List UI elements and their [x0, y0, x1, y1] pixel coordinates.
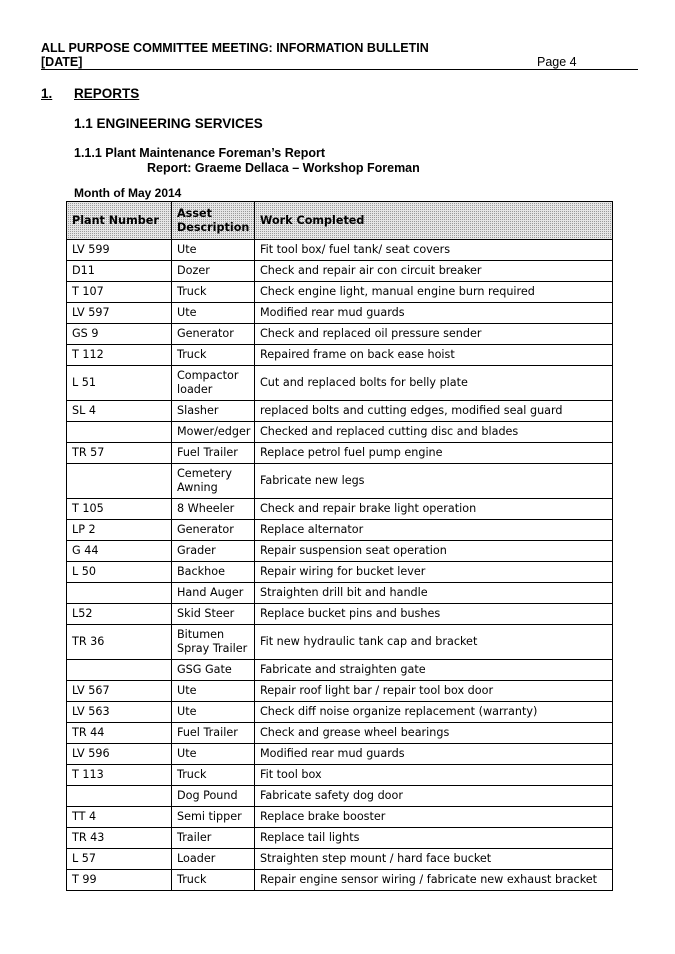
asset-description-cell: Grader — [172, 541, 255, 562]
asset-description-cell: Generator — [172, 324, 255, 345]
plant-number-cell — [67, 786, 172, 807]
work-completed-cell: Check engine light, manual engine burn required — [255, 282, 613, 303]
table-row — [67, 660, 613, 681]
work-completed-cell: Fit tool box/ fuel tank/ seat covers — [255, 240, 613, 261]
asset-description-cell: Trailer — [172, 828, 255, 849]
table-row — [67, 702, 613, 723]
plant-number-cell: L 51 — [67, 366, 172, 401]
work-completed-cell: Modified rear mud guards — [255, 744, 613, 765]
bulletin-date: [DATE] — [41, 55, 83, 69]
plant-number-cell — [67, 464, 172, 499]
table-row — [67, 870, 613, 891]
bulletin-title: ALL PURPOSE COMMITTEE MEETING: INFORMATION BULLETIN — [41, 41, 429, 55]
work-completed-cell: Replace alternator — [255, 520, 613, 541]
plant-number-cell — [67, 583, 172, 604]
plant-number-cell: T 99 — [67, 870, 172, 891]
work-completed-cell: Cut and replaced bolts for belly plate — [255, 366, 613, 401]
plant-number-cell: TR 44 — [67, 723, 172, 744]
plant-number-cell: D11 — [67, 261, 172, 282]
plant-number-cell: T 113 — [67, 765, 172, 786]
plant-number-cell: G 44 — [67, 541, 172, 562]
work-completed-cell: Replace brake booster — [255, 807, 613, 828]
table-row — [67, 401, 613, 422]
work-completed-cell: Repair engine sensor wiring / fabricate new exhaust bracket — [255, 870, 613, 891]
plant-number-cell: SL 4 — [67, 401, 172, 422]
asset-description-cell: Slasher — [172, 401, 255, 422]
plant-number-cell: TR 36 — [67, 625, 172, 660]
plant-number-cell: LP 2 — [67, 520, 172, 541]
work-completed-cell: Fabricate new legs — [255, 464, 613, 499]
plant-number-cell: LV 597 — [67, 303, 172, 324]
section-title: REPORTS — [74, 86, 140, 101]
work-completed-table — [66, 201, 613, 891]
table-row — [67, 562, 613, 583]
work-completed-cell: Fit new hydraulic tank cap and bracket — [255, 625, 613, 660]
plant-number-cell: L 57 — [67, 849, 172, 870]
asset-description-cell: Ute — [172, 681, 255, 702]
plant-number-cell: TR 43 — [67, 828, 172, 849]
table-row — [67, 443, 613, 464]
asset-description-cell: Cemetery Awning — [172, 464, 255, 499]
plant-number-cell: L 50 — [67, 562, 172, 583]
plant-number-cell — [67, 660, 172, 681]
asset-description-cell: Semi tipper — [172, 807, 255, 828]
plant-number-cell: T 112 — [67, 345, 172, 366]
plant-number-cell: LV 563 — [67, 702, 172, 723]
table-row — [67, 828, 613, 849]
work-completed-cell: Modified rear mud guards — [255, 303, 613, 324]
table-row — [67, 744, 613, 765]
plant-number-cell: LV 596 — [67, 744, 172, 765]
subsection-title: 1.1 ENGINEERING SERVICES — [74, 116, 263, 131]
work-completed-cell: Check diff noise organize replacement (warranty) — [255, 702, 613, 723]
asset-description-cell: Ute — [172, 303, 255, 324]
asset-description-cell: Truck — [172, 870, 255, 891]
asset-description-cell: Fuel Trailer — [172, 723, 255, 744]
plant-number-cell: LV 599 — [67, 240, 172, 261]
plant-number-cell: TR 57 — [67, 443, 172, 464]
header-asset-description: Asset Description — [172, 202, 255, 240]
report-month: Month of May 2014 — [74, 186, 182, 200]
asset-description-cell: Truck — [172, 282, 255, 303]
asset-description-cell: Ute — [172, 240, 255, 261]
asset-description-cell: Bitumen Spray Trailer — [172, 625, 255, 660]
work-completed-cell: Fabricate safety dog door — [255, 786, 613, 807]
asset-description-cell: Ute — [172, 702, 255, 723]
table-row — [67, 583, 613, 604]
asset-description-cell: Loader — [172, 849, 255, 870]
table-row — [67, 324, 613, 345]
header-divider — [41, 69, 638, 70]
table-row — [67, 681, 613, 702]
work-completed-cell: Repair wiring for bucket lever — [255, 562, 613, 583]
asset-description-cell: Compactor loader — [172, 366, 255, 401]
table-header-row — [67, 202, 613, 240]
header-work-completed: Work Completed — [255, 202, 613, 240]
asset-description-cell: 8 Wheeler — [172, 499, 255, 520]
asset-description-cell: Truck — [172, 345, 255, 366]
table-row — [67, 625, 613, 660]
asset-description-cell: Truck — [172, 765, 255, 786]
table-row — [67, 541, 613, 562]
table-row — [67, 807, 613, 828]
asset-description-cell: Skid Steer — [172, 604, 255, 625]
work-completed-cell: replaced bolts and cutting edges, modified seal guard — [255, 401, 613, 422]
plant-number-cell: T 105 — [67, 499, 172, 520]
plant-number-cell: T 107 — [67, 282, 172, 303]
header-plant-number: Plant Number — [67, 202, 172, 240]
work-completed-cell: Check and repair brake light operation — [255, 499, 613, 520]
table-row — [67, 499, 613, 520]
table-row — [67, 240, 613, 261]
asset-description-cell: Hand Auger — [172, 583, 255, 604]
work-completed-cell: Straighten drill bit and handle — [255, 583, 613, 604]
table-row — [67, 261, 613, 282]
table-row — [67, 849, 613, 870]
section-number: 1. — [41, 86, 53, 101]
asset-description-cell: GSG Gate — [172, 660, 255, 681]
table-row — [67, 345, 613, 366]
plant-number-cell: L52 — [67, 604, 172, 625]
table-row — [67, 366, 613, 401]
work-completed-cell: Replace tail lights — [255, 828, 613, 849]
work-completed-cell: Replace bucket pins and bushes — [255, 604, 613, 625]
plant-number-cell: LV 567 — [67, 681, 172, 702]
table-row — [67, 765, 613, 786]
page-number: Page 4 — [537, 55, 577, 69]
plant-number-cell — [67, 422, 172, 443]
plant-number-cell: GS 9 — [67, 324, 172, 345]
table-row — [67, 282, 613, 303]
asset-description-cell: Backhoe — [172, 562, 255, 583]
work-completed-cell: Check and repair air con circuit breaker — [255, 261, 613, 282]
asset-description-cell: Mower/edger — [172, 422, 255, 443]
work-completed-cell: Straighten step mount / hard face bucket — [255, 849, 613, 870]
report-author: Report: Graeme Dellaca – Workshop Foreman — [147, 161, 420, 175]
work-completed-cell: Checked and replaced cutting disc and blades — [255, 422, 613, 443]
work-completed-cell: Fit tool box — [255, 765, 613, 786]
asset-description-cell: Ute — [172, 744, 255, 765]
table-row — [67, 723, 613, 744]
table-row — [67, 464, 613, 499]
asset-description-cell: Generator — [172, 520, 255, 541]
asset-description-cell: Fuel Trailer — [172, 443, 255, 464]
work-completed-cell: Repair suspension seat operation — [255, 541, 613, 562]
work-completed-cell: Repair roof light bar / repair tool box door — [255, 681, 613, 702]
plant-number-cell: TT 4 — [67, 807, 172, 828]
work-completed-cell: Replace petrol fuel pump engine — [255, 443, 613, 464]
work-completed-cell: Repaired frame on back ease hoist — [255, 345, 613, 366]
work-completed-cell: Fabricate and straighten gate — [255, 660, 613, 681]
asset-description-cell: Dog Pound — [172, 786, 255, 807]
table-row — [67, 520, 613, 541]
table-row — [67, 303, 613, 324]
work-completed-cell: Check and replaced oil pressure sender — [255, 324, 613, 345]
report-title: 1.1.1 Plant Maintenance Foreman’s Report — [74, 146, 325, 160]
work-completed-cell: Check and grease wheel bearings — [255, 723, 613, 744]
asset-description-cell: Dozer — [172, 261, 255, 282]
table-row — [67, 422, 613, 443]
table-row — [67, 786, 613, 807]
table-row — [67, 604, 613, 625]
